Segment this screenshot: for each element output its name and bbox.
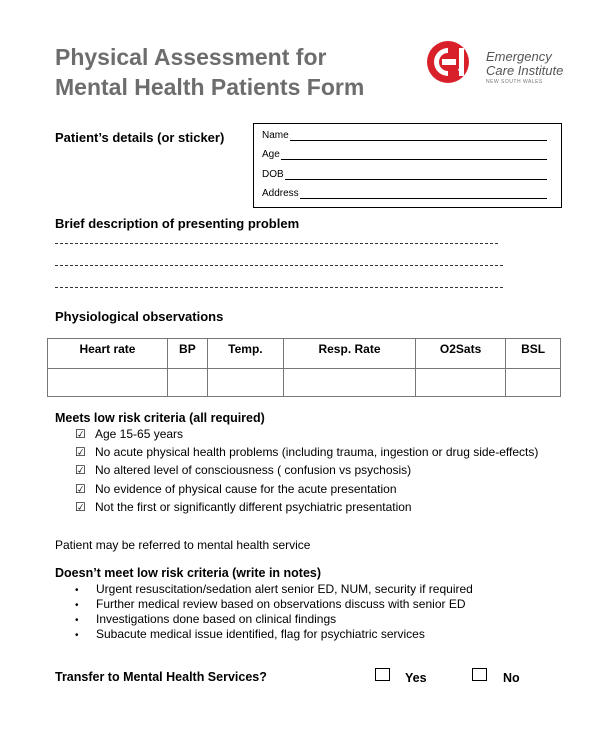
- column-heart-rate: Heart rate: [48, 339, 168, 369]
- checked-box-icon[interactable]: ☑: [75, 445, 86, 459]
- name-label: Name: [262, 130, 289, 141]
- form-title: [55, 42, 364, 102]
- heart-rate-cell[interactable]: [48, 369, 168, 397]
- list-item: [75, 445, 538, 459]
- address-label: Address: [262, 188, 299, 199]
- observations-table: [47, 338, 561, 397]
- action-text: Urgent resuscitation/sedation alert senior ED, NUM, security if required: [96, 582, 473, 596]
- eci-logo-mark-icon: [424, 38, 484, 86]
- low-risk-label: Meets low risk criteria (all required): [55, 411, 265, 425]
- criterion-text: No acute physical health problems (including trauma, ingestion or drug side-effects): [95, 445, 539, 459]
- description-line[interactable]: [55, 287, 503, 288]
- o2sats-cell[interactable]: [416, 369, 506, 397]
- bullet-icon: •: [75, 630, 79, 641]
- description-line[interactable]: [55, 265, 503, 266]
- list-item: [75, 463, 411, 477]
- not-low-risk-label: Doesn’t meet low risk criteria (write in notes): [55, 566, 322, 580]
- bullet-icon: •: [75, 615, 79, 626]
- yes-label: Yes: [405, 671, 427, 685]
- logo-name-line2: Care Institute: [486, 63, 564, 78]
- action-text: Subacute medical issue identified, flag for psychiatric services: [96, 627, 425, 641]
- checked-box-icon[interactable]: ☑: [75, 427, 86, 441]
- referral-note: Patient may be referred to mental health service: [55, 538, 311, 552]
- temp-cell[interactable]: [207, 369, 283, 397]
- column-bp: BP: [167, 339, 207, 369]
- logo-text: [486, 50, 563, 78]
- patient-details-box: [253, 123, 562, 208]
- column-resp-rate: Resp. Rate: [283, 339, 415, 369]
- criterion-text: No altered level of consciousness ( confusion vs psychosis): [95, 463, 412, 477]
- observations-label: Physiological observations: [55, 309, 224, 324]
- criterion-text: Age 15-65 years: [95, 427, 184, 441]
- bullet-icon: •: [75, 600, 79, 611]
- column-o2sats: O2Sats: [416, 339, 506, 369]
- column-temp: Temp.: [207, 339, 283, 369]
- checked-box-icon[interactable]: ☑: [75, 500, 86, 514]
- resp-rate-cell[interactable]: [283, 369, 415, 397]
- age-label: Age: [262, 149, 280, 160]
- bp-cell[interactable]: [167, 369, 207, 397]
- list-item: [75, 627, 425, 641]
- bsl-cell[interactable]: [506, 369, 561, 397]
- form-title-line1: Physical Assessment for: [55, 44, 327, 70]
- table-row: [48, 369, 561, 397]
- criterion-text: No evidence of physical cause for the acute presentation: [95, 482, 397, 496]
- dob-field[interactable]: [262, 169, 547, 180]
- transfer-label: Transfer to Mental Health Services?: [55, 670, 267, 684]
- table-header-row: [48, 339, 561, 369]
- list-item: [75, 612, 336, 626]
- list-item: [75, 427, 183, 441]
- form-title-line2: Mental Health Patients Form: [55, 74, 365, 100]
- presenting-problem-label: Brief description of presenting problem: [55, 216, 300, 231]
- dob-label: DOB: [262, 169, 284, 180]
- name-field[interactable]: [262, 130, 547, 141]
- criterion-text: Not the first or significantly different psychiatric presentation: [95, 500, 412, 514]
- eci-logo: [424, 38, 484, 86]
- list-item: [75, 597, 466, 611]
- bullet-icon: •: [75, 585, 79, 596]
- action-text: Further medical review based on observations discuss with senior ED: [96, 597, 466, 611]
- list-item: [75, 582, 473, 596]
- logo-name-line1: Emergency: [486, 49, 552, 64]
- yes-checkbox[interactable]: [375, 668, 390, 681]
- no-label: No: [503, 671, 520, 685]
- action-text: Investigations done based on clinical findings: [96, 612, 337, 626]
- checked-box-icon[interactable]: ☑: [75, 463, 86, 477]
- list-item: [75, 500, 412, 514]
- description-line[interactable]: [55, 243, 498, 244]
- no-checkbox[interactable]: [472, 668, 487, 681]
- patient-details-label: Patient’s details (or sticker): [55, 130, 225, 145]
- age-field[interactable]: [262, 149, 547, 160]
- checked-box-icon[interactable]: ☑: [75, 482, 86, 496]
- list-item: [75, 482, 397, 496]
- address-field[interactable]: [262, 188, 547, 199]
- logo-subtitle: NEW SOUTH WALES: [486, 79, 543, 85]
- column-bsl: BSL: [506, 339, 561, 369]
